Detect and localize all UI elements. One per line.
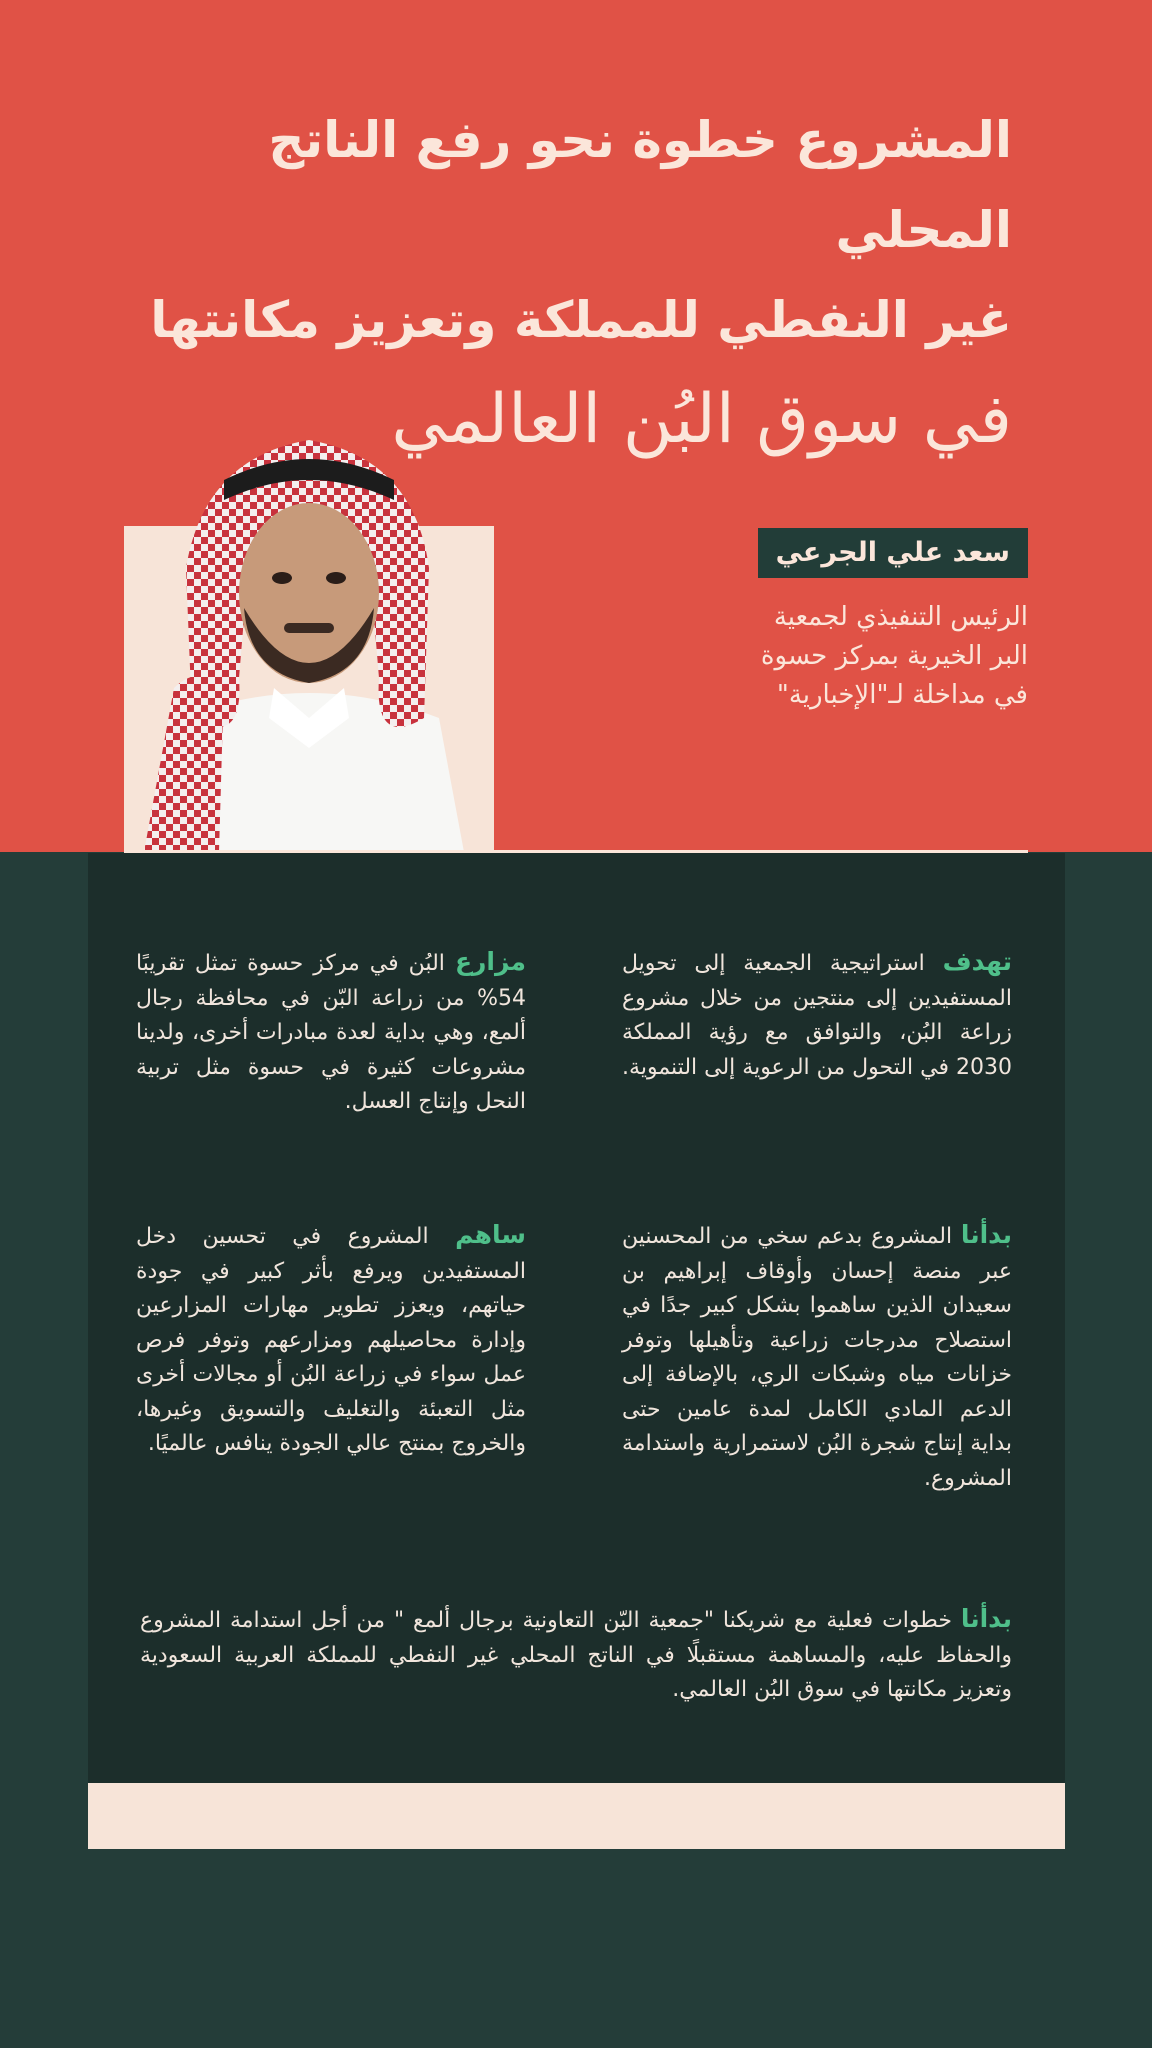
paragraph-farms: [136, 945, 526, 1120]
headline-line-3: في سوق البُن العالمي: [391, 380, 1012, 459]
footer-bar: [88, 1783, 1065, 1849]
keyword: بدأنا: [960, 1604, 1012, 1633]
role-line-2: البر الخيرية بمركز حسوة: [760, 641, 1028, 671]
keyword: مزارع: [454, 947, 527, 976]
keyword: ساهم: [455, 1220, 526, 1249]
headline-line-2: غير النفطي للمملكة وتعزيز مكانتها: [150, 291, 1012, 349]
paragraph-steps: [140, 1602, 1012, 1708]
paragraph-text: خطوات فعلية مع شريكنا "جمعية البّن التعاونية برجال ألمع " من أجل استدامة المشروع والحفاظ عليه، والمساهمة مستقبلًا في الناتج المحلي غير النفطي للمملكة العربية السعودية وتعزيز مكانتها في سوق البُن العالمي.: [140, 1608, 1012, 1702]
role-line-1: الرئيس التنفيذي لجمعية: [773, 602, 1028, 632]
paragraph-goal: [622, 945, 1012, 1085]
headline-line-1: المشروع خطوة نحو رفع الناتج المحلي: [268, 111, 1012, 259]
portrait-image: [124, 418, 494, 852]
paragraph-start: [622, 1218, 1012, 1496]
role-line-3: في مداخلة لـ"الإخبارية": [776, 680, 1028, 710]
person-name: سعد علي الجرعي: [758, 528, 1028, 578]
paragraph-text: البُن في مركز حسوة تمثل تقريبًا 54% من زراعة البّن في محافظة رجال ألمع، وهي بداية لعدة مبادرات أخرى، ولدينا مشروعات كثيرة في حسوة مثل تربية النحل وإنتاج العسل.: [136, 951, 526, 1114]
paragraph-text: المشروع في تحسين دخل المستفيدين ويرفع بأثر كبير في جودة حياتهم، ويعزز تطوير مهارات المزارعين وإدارة محاصيلهم ومزارعهم وتوفر فرص عمل سواء في زراعة البُن أو مجالات أخرى مثل التعبئة والتغليف والتسويق وغيرها، والخروج بمنتج عالي الجودة ينافس عالميًا.: [136, 1224, 526, 1456]
paragraph-contribution: [136, 1218, 526, 1462]
person-role: [648, 598, 1028, 715]
keyword: بدأنا: [960, 1220, 1012, 1249]
paragraph-text: استراتيجية الجمعية إلى تحويل المستفيدين إلى منتجين من خلال مشروع زراعة البُن، والتوافق مع رؤية المملكة 2030 في التحول من الرعوية إلى التنموية.: [622, 951, 1012, 1080]
keyword: تهدف: [942, 947, 1012, 976]
paragraph-text: المشروع بدعم سخي من المحسنين عبر منصة إحسان وأوقاف إبراهيم بن سعيدان الذين ساهموا بشكل كبير جدًا في استصلاح مدرجات زراعية وتأهيلها وتوفر خزانات مياه وشبكات الري، بالإضافة إلى الدعم المادي الكامل لمدة عامين حتى بداية إنتاج شجرة البُن لاستمرارية واستدامة المشروع.: [622, 1224, 1012, 1491]
